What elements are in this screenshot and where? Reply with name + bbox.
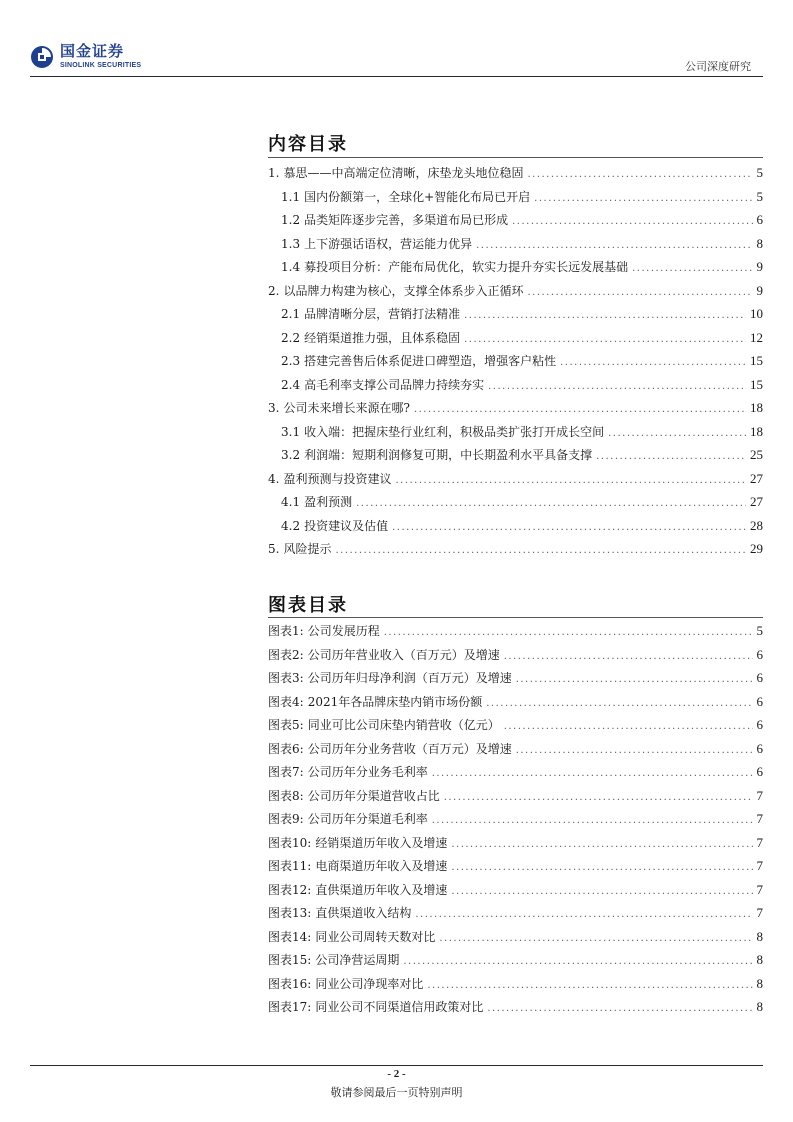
- leader-dots: [608, 422, 746, 446]
- figure-entry-number: 图表12:: [268, 882, 312, 897]
- leader-dots: [415, 903, 752, 927]
- figure-entry[interactable]: [268, 784, 763, 808]
- figure-entry-number: 图表1:: [268, 624, 304, 638]
- leader-dots: [534, 187, 752, 211]
- toc-entry-number: 4.2: [281, 518, 301, 533]
- leader-dots: [486, 692, 752, 716]
- toc-entry-page: 27: [750, 494, 763, 509]
- figure-entry-title: 公司历年分渠道毛利率: [307, 812, 428, 826]
- figure-entry-title: 同业公司净现率对比: [315, 976, 424, 991]
- figure-entry-page: 5: [756, 623, 763, 638]
- figure-entry[interactable]: [268, 831, 763, 855]
- figure-entry[interactable]: [268, 619, 763, 643]
- figure-entry-page: 8: [756, 975, 763, 991]
- leader-dots: [403, 950, 752, 974]
- figure-entry-page: 6: [756, 764, 763, 779]
- figure-entry-title: 2021年各品牌床垫内销市场份额: [307, 694, 483, 709]
- figure-entry[interactable]: [268, 807, 763, 831]
- figure-entry[interactable]: [268, 995, 763, 1019]
- toc-entry-title: 投资建议及估值: [304, 518, 389, 533]
- toc-entry[interactable]: [268, 443, 763, 467]
- leader-dots: [356, 492, 746, 516]
- header-divider: [30, 76, 763, 77]
- toc-title: 内容目录: [268, 134, 348, 155]
- leader-dots: [451, 880, 752, 904]
- logo-english-name: SINOLINK SECURITIES: [60, 62, 142, 69]
- figure-entry-page: 6: [756, 740, 763, 756]
- toc-entry[interactable]: [268, 326, 763, 350]
- toc-entry-page: 25: [750, 447, 763, 462]
- leader-dots: [476, 234, 752, 258]
- toc-entry[interactable]: [268, 467, 763, 491]
- figure-entry[interactable]: [268, 643, 763, 667]
- toc-entry[interactable]: [268, 514, 763, 538]
- toc-entry-page: 18: [750, 423, 763, 439]
- toc-entry-title: 高毛利率支撑公司品牌力持续夯实: [304, 377, 485, 392]
- figure-entry[interactable]: [268, 666, 763, 690]
- toc-entry-title: 利润端：短期利润修复可期，中长期盈利水平具备支撑: [304, 448, 593, 462]
- toc-entry[interactable]: [268, 373, 763, 397]
- toc-entry-page: 9: [756, 259, 763, 274]
- leader-dots: [427, 974, 752, 998]
- figure-entry-number: 图表3:: [268, 671, 304, 685]
- toc-entry-page: 8: [756, 235, 763, 251]
- figure-entry-number: 图表11:: [268, 859, 312, 873]
- leader-dots: [527, 281, 752, 305]
- figure-entry[interactable]: [268, 760, 763, 784]
- toc-entry-page: 5: [756, 188, 763, 204]
- toc-entry-page: 9: [756, 282, 763, 298]
- leader-dots: [512, 210, 752, 234]
- toc-entry-title: 上下游强话语权，营运能力优异: [304, 236, 473, 251]
- toc-entry[interactable]: [268, 185, 763, 209]
- leader-dots: [488, 375, 746, 399]
- figure-entry[interactable]: [268, 690, 763, 714]
- page-header: [0, 0, 793, 80]
- toc-entry-number: 3.1: [281, 424, 301, 439]
- figure-entry-title: 公司历年分业务营收（百万元）及增速: [307, 741, 512, 756]
- toc-entry-title: 以品牌力构建为核心，支撑全体系步入正循环: [283, 283, 524, 298]
- figure-entry-number: 图表6:: [268, 741, 304, 756]
- leader-dots: [439, 927, 752, 951]
- toc-entry-number: 2.: [268, 283, 280, 298]
- leader-dots: [432, 809, 753, 833]
- leader-dots: [451, 856, 752, 880]
- toc-entry[interactable]: [268, 490, 763, 514]
- figure-entry-number: 图表16:: [268, 976, 312, 991]
- toc-entry-title: 盈利预测: [304, 495, 353, 509]
- toc-entry-number: 4.: [268, 471, 280, 486]
- toc-entry-number: 3.2: [281, 448, 301, 462]
- figure-entry-title: 公司净营运周期: [315, 953, 400, 967]
- figure-entry-page: 6: [756, 693, 763, 709]
- toc-entry-number: 1.3: [281, 236, 301, 251]
- toc-entry-page: 28: [750, 517, 763, 533]
- figure-entry-number: 图表13:: [268, 906, 312, 920]
- page-number: - 2 -: [387, 1068, 406, 1080]
- toc-entry-number: 1.2: [281, 213, 301, 227]
- toc-entry[interactable]: [268, 396, 763, 420]
- figure-entry-number: 图表10:: [268, 835, 312, 850]
- figure-entry-number: 图表15:: [268, 953, 312, 967]
- leader-dots: [516, 739, 753, 763]
- figure-entry-title: 公司发展历程: [307, 624, 380, 638]
- figure-entry[interactable]: [268, 901, 763, 925]
- figure-entry[interactable]: [268, 854, 763, 878]
- figure-entry-page: 8: [756, 928, 763, 944]
- sinolink-logo-icon: [30, 45, 54, 69]
- leader-dots: [392, 516, 746, 540]
- figure-entry[interactable]: [268, 925, 763, 949]
- leader-dots: [335, 539, 746, 563]
- toc-entry-page: 18: [750, 400, 763, 415]
- toc-entry-number: 2.2: [281, 330, 301, 345]
- toc-entry[interactable]: [268, 208, 763, 232]
- toc-entry-title: 品类矩阵逐步完善，多渠道布局已形成: [304, 213, 509, 227]
- toc-entry-title: 公司未来增长来源在哪?: [283, 401, 410, 415]
- toc-entry-title: 募投项目分析：产能布局优化，软实力提升夯实长远发展基础: [304, 260, 629, 274]
- document-type-label: 公司深度研究: [685, 60, 751, 73]
- figure-entry-title: 公司历年分业务毛利率: [307, 765, 428, 779]
- toc-entry-number: 2.4: [281, 377, 301, 392]
- figure-entry-title: 同业公司周转天数对比: [315, 929, 436, 944]
- figure-entry-title: 直供渠道历年收入及增速: [315, 882, 448, 897]
- table-of-contents: [268, 161, 763, 561]
- toc-entry[interactable]: [268, 420, 763, 444]
- toc-entry[interactable]: [268, 302, 763, 326]
- figure-entry-page: 8: [756, 999, 763, 1014]
- toc-entry[interactable]: [268, 279, 763, 303]
- leader-dots: [395, 469, 746, 493]
- toc-entry-page: 6: [756, 212, 763, 227]
- figure-entry-title: 电商渠道历年收入及增速: [315, 859, 448, 873]
- figure-entry-title: 公司历年分渠道营收占比: [307, 788, 440, 803]
- leader-dots: [504, 645, 753, 669]
- figure-entry-number: 图表8:: [268, 788, 304, 803]
- figure-entry[interactable]: [268, 878, 763, 902]
- leader-dots: [414, 398, 746, 422]
- toc-entry-page: 12: [750, 329, 763, 345]
- toc-entry-title: 盈利预测与投资建议: [283, 471, 392, 486]
- toc-entry-page: 5: [756, 165, 763, 180]
- figure-entry-title: 经销渠道历年收入及增速: [315, 835, 448, 850]
- leader-dots: [384, 621, 753, 645]
- figure-entry[interactable]: [268, 737, 763, 761]
- figure-entry-number: 图表7:: [268, 765, 304, 779]
- lof-title-divider: [268, 617, 763, 618]
- toc-entry-page: 29: [750, 541, 763, 556]
- toc-entry-page: 15: [750, 376, 763, 392]
- toc-entry[interactable]: [268, 349, 763, 373]
- toc-entry-title: 国内份额第一，全球化+智能化布局已开启: [304, 189, 531, 204]
- toc-entry-page: 27: [750, 470, 763, 486]
- figure-entry-page: 8: [756, 952, 763, 967]
- toc-entry-title: 经销渠道推力强，且体系稳固: [304, 330, 461, 345]
- figure-entry-title: 直供渠道收入结构: [315, 906, 412, 920]
- leader-dots: [451, 833, 752, 857]
- figure-entry-title: 公司历年归母净利润（百万元）及增速: [307, 671, 512, 685]
- figure-entry-number: 图表5:: [268, 718, 304, 732]
- toc-entry[interactable]: [268, 537, 763, 561]
- figure-entry-page: 7: [756, 858, 763, 873]
- toc-entry[interactable]: [268, 232, 763, 256]
- toc-entry-title: 风险提示: [283, 542, 332, 556]
- leader-dots: [504, 715, 753, 739]
- figure-entry-page: 7: [756, 834, 763, 850]
- toc-title-divider: [268, 157, 763, 158]
- figure-entry-page: 7: [756, 787, 763, 803]
- figure-entry-number: 图表4:: [268, 694, 304, 709]
- figure-entry-page: 7: [756, 881, 763, 897]
- leader-dots: [596, 445, 746, 469]
- figure-entry-number: 图表17:: [268, 1000, 312, 1014]
- toc-entry-number: 1.: [268, 166, 280, 180]
- toc-entry-title: 品牌清晰分层，营销打法精准: [304, 307, 461, 321]
- leader-dots: [444, 786, 753, 810]
- leader-dots: [632, 257, 752, 281]
- toc-entry-title: 慕思——中高端定位清晰，床垫龙头地位稳固: [283, 166, 524, 180]
- figure-entry-title: 同业公司不同渠道信用政策对比: [315, 1000, 484, 1014]
- toc-entry-title: 搭建完善售后体系促进口碑塑造，增强客户粘性: [304, 354, 557, 368]
- leader-dots: [464, 304, 746, 328]
- figure-entry-title: 同业可比公司床垫内销营收（亿元）: [307, 718, 500, 732]
- toc-entry-number: 5.: [268, 542, 280, 556]
- list-of-figures-title: 图表目录: [268, 595, 348, 616]
- figure-entry[interactable]: [268, 972, 763, 996]
- figure-entry-page: 6: [756, 646, 763, 662]
- figure-entry-page: 7: [756, 905, 763, 920]
- toc-entry-page: 10: [750, 306, 763, 321]
- company-logo: [30, 44, 141, 70]
- leader-dots: [516, 668, 753, 692]
- figure-entry[interactable]: [268, 713, 763, 737]
- toc-entry-number: 3.: [268, 401, 280, 415]
- toc-entry-number: 2.1: [281, 307, 301, 321]
- list-of-figures: [268, 619, 763, 1019]
- figure-entry-page: 7: [756, 811, 763, 826]
- figure-entry-number: 图表2:: [268, 647, 304, 662]
- toc-entry[interactable]: [268, 255, 763, 279]
- toc-entry-page: 15: [750, 353, 763, 368]
- toc-entry-title: 收入端：把握床垫行业红利，积极品类扩张打开成长空间: [304, 424, 605, 439]
- toc-entry-number: 4.1: [281, 495, 301, 509]
- leader-dots: [560, 351, 746, 375]
- disclaimer-notice: 敬请参阅最后一页特别声明: [330, 1086, 463, 1099]
- toc-entry-number: 2.3: [281, 354, 301, 368]
- figure-entry-title: 公司历年营业收入（百万元）及增速: [307, 647, 500, 662]
- leader-dots: [464, 328, 746, 352]
- figure-entry-page: 6: [756, 717, 763, 732]
- figure-entry-number: 图表14:: [268, 929, 312, 944]
- logo-chinese-name: 国金证券: [60, 42, 125, 60]
- leader-dots: [487, 997, 752, 1021]
- figure-entry-number: 图表9:: [268, 812, 304, 826]
- footer-divider: [30, 1065, 763, 1066]
- figure-entry-page: 6: [756, 670, 763, 685]
- toc-entry-number: 1.1: [281, 189, 301, 204]
- toc-entry-number: 1.4: [281, 260, 301, 274]
- leader-dots: [432, 762, 753, 786]
- leader-dots: [527, 163, 752, 187]
- figure-entry[interactable]: [268, 948, 763, 972]
- toc-entry[interactable]: [268, 161, 763, 185]
